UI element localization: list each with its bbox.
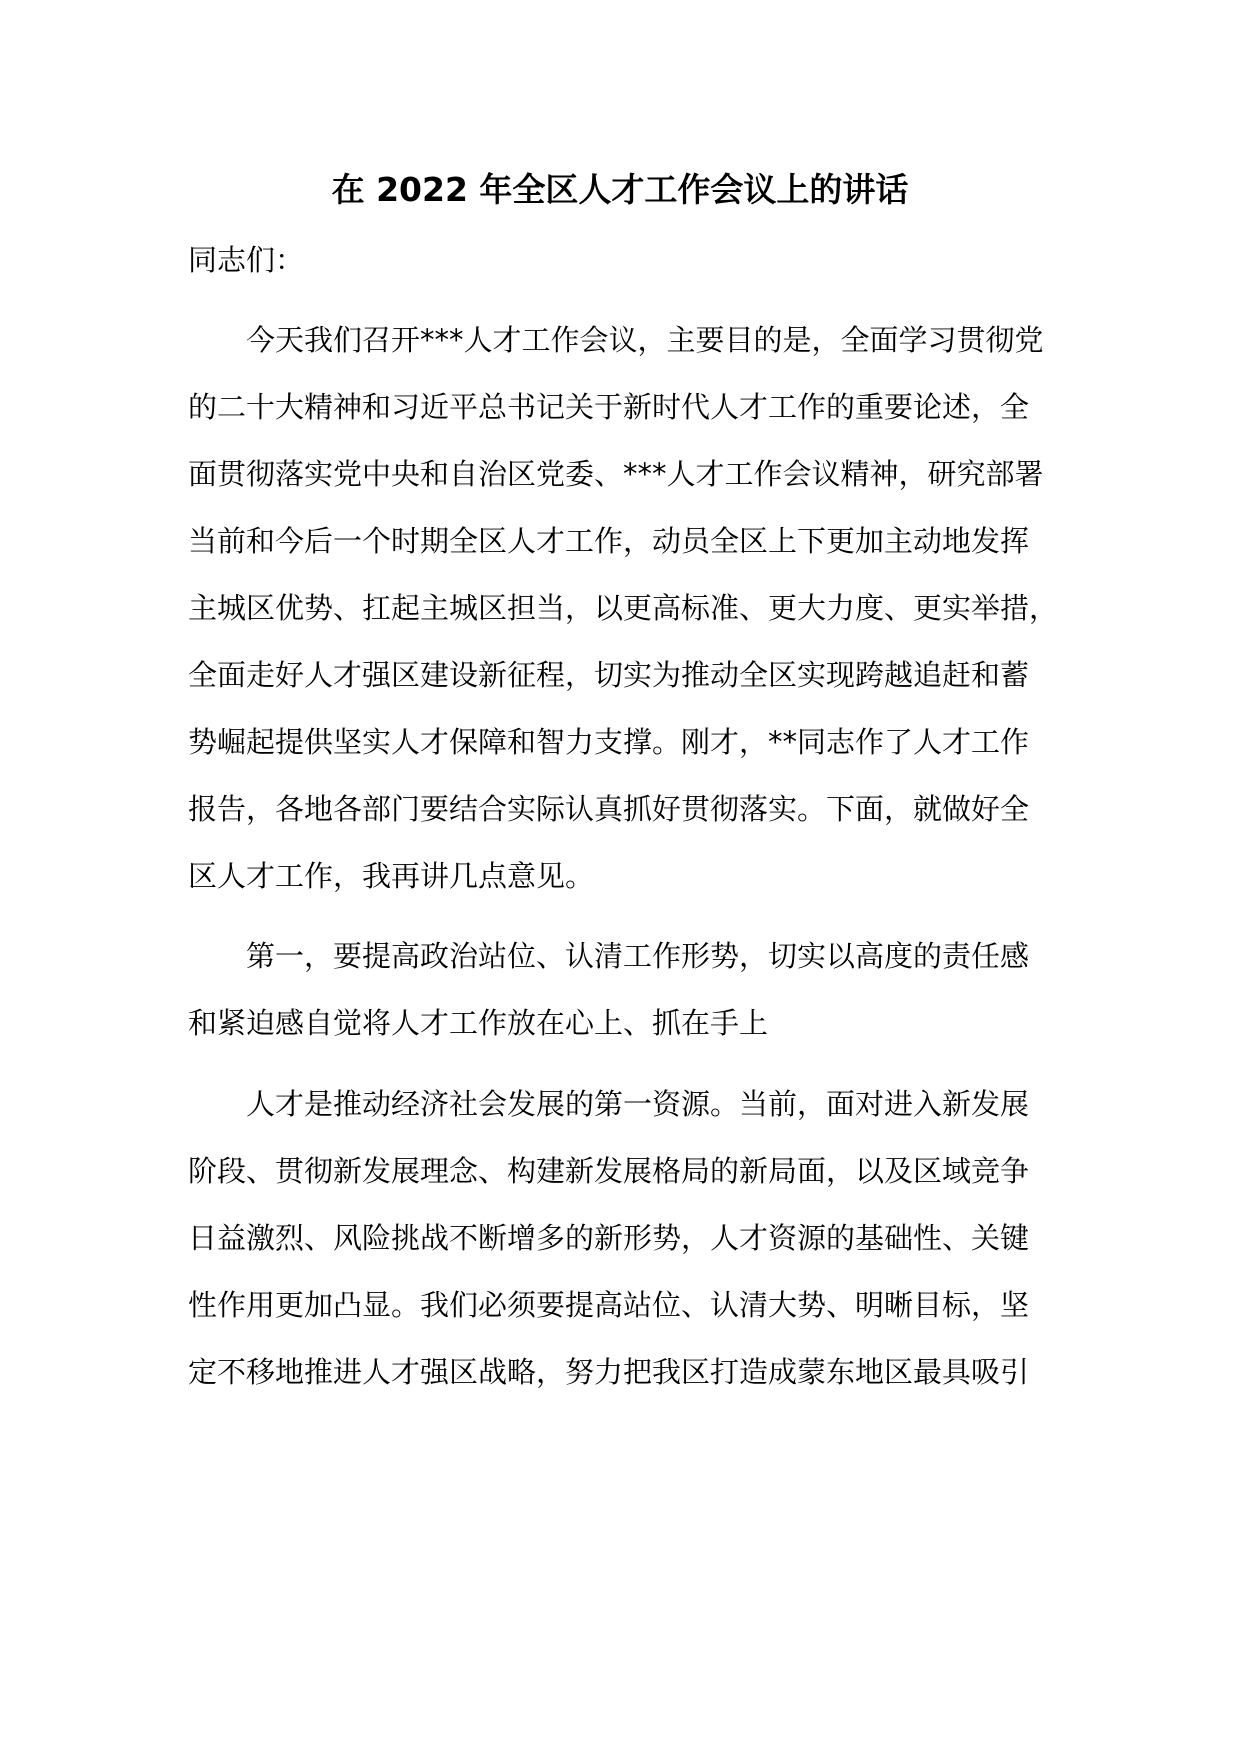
paragraph-line: 性作用更加凸显。我们必须要提高站位、认清大势、明晰目标，坚	[188, 1288, 1030, 1322]
paragraph-line: 定不移地推进人才强区战略，努力把我区打造成蒙东地区最具吸引	[188, 1355, 1030, 1389]
paragraph-line: 的二十大精神和习近平总书记关于新时代人才工作的重要论述，全	[188, 390, 1030, 424]
salutation: 同志们：	[188, 243, 305, 277]
section-heading-line: 第一，要提高政治站位、认清工作形势，切实以高度的责任感	[246, 939, 1030, 973]
paragraph-line: 阶段、贯彻新发展理念、构建新发展格局的新局面，以及区域竞争	[188, 1154, 1030, 1188]
paragraph-line: 报告，各地各部门要结合实际认真抓好贯彻落实。下面，就做好全	[188, 792, 1030, 826]
paragraph-line: 今天我们召开***人才工作会议，主要目的是，全面学习贯彻党	[246, 323, 1044, 357]
paragraph-line: 势崛起提供坚实人才保障和智力支撑。刚才，**同志作了人才工作	[188, 725, 1030, 759]
paragraph-line: 全面走好人才强区建设新征程，切实为推动全区实现跨越追赶和蓄	[188, 658, 1030, 692]
paragraph-line: 人才是推动经济社会发展的第一资源。当前，面对进入新发展	[246, 1087, 1030, 1121]
paragraph-line: 主城区优势、扛起主城区担当，以更高标准、更大力度、更实举措，	[188, 591, 1059, 625]
document-title: 在 2022 年全区人才工作会议上的讲话	[331, 170, 909, 209]
paragraph-line: 面贯彻落实党中央和自治区党委、***人才工作会议精神，研究部署	[188, 457, 1044, 491]
section-heading-line: 和紧迫感自觉将人才工作放在心上、抓在手上	[188, 1006, 769, 1040]
paragraph-line: 当前和今后一个时期全区人才工作，动员全区上下更加主动地发挥	[188, 524, 1030, 558]
paragraph-line: 区人才工作，我再讲几点意见。	[188, 859, 595, 893]
paragraph-line: 日益激烈、风险挑战不断增多的新形势，人才资源的基础性、关键	[188, 1221, 1030, 1255]
